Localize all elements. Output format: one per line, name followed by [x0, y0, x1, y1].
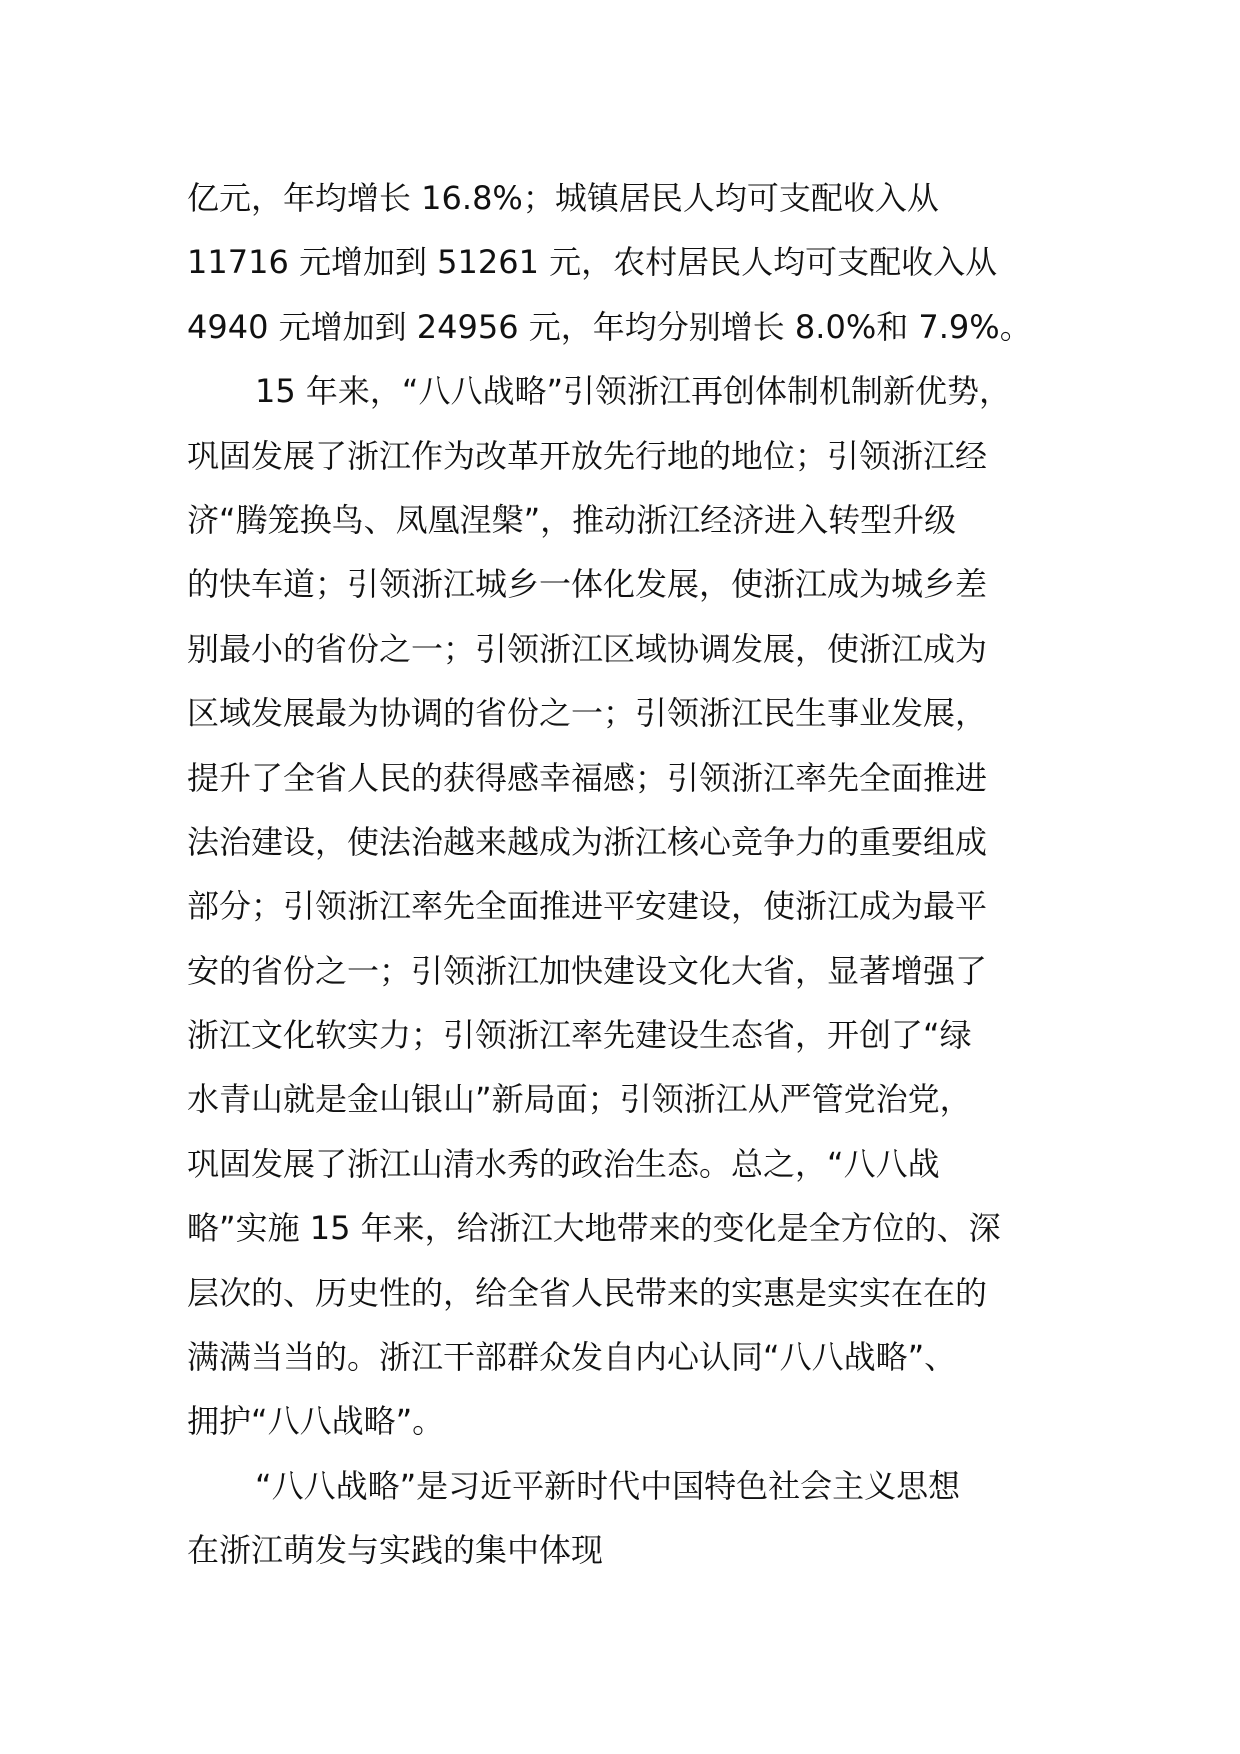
text-line: 拥护“八八战略”。 — [187, 1402, 445, 1441]
text-line: 济“腾笼换鸟、凤凰涅槃”，推动浙江经济进入转型升级 — [187, 500, 957, 539]
text-line: 层次的、历史性的，给全省人民带来的实惠是实实在在的 — [187, 1273, 988, 1312]
text-line: 巩固发展了浙江作为改革开放先行地的地位；引领浙江经 — [187, 436, 988, 475]
text-line: 满满当当的。浙江干部群众发自内心认同“八八战略”、 — [187, 1338, 957, 1377]
text-line: 略”实施 15 年来，给浙江大地带来的变化是全方位的、深 — [187, 1209, 1001, 1248]
text-line: 部分；引领浙江率先全面推进平安建设，使浙江成为最平 — [187, 887, 988, 926]
text-line: 15 年来，“八八战略”引领浙江再创体制机制新优势， — [255, 372, 1012, 411]
text-line: 水青山就是金山银山”新局面；引领浙江从严管党治党， — [187, 1080, 972, 1119]
text-line: 巩固发展了浙江山清水秀的政治生态。总之，“八八战 — [187, 1144, 940, 1183]
text-line: 的快车道；引领浙江城乡一体化发展，使浙江成为城乡差 — [187, 565, 988, 604]
text-line: 安的省份之一；引领浙江加快建设文化大省，显著增强了 — [187, 951, 988, 990]
text-line: 在浙江萌发与实践的集中体现 — [187, 1531, 604, 1570]
text-line: 别最小的省份之一；引领浙江区域协调发展，使浙江成为 — [187, 629, 988, 668]
text-line: 浙江文化软实力；引领浙江率先建设生态省，开创了“绿 — [187, 1016, 972, 1055]
paragraph-income-growth — [187, 166, 1067, 359]
text-line: 区域发展最为协调的省份之一；引领浙江民生事业发展， — [187, 694, 988, 733]
text-line: 法治建设，使法治越来越成为浙江核心竞争力的重要组成 — [187, 822, 988, 861]
text-line: “八八战略”是习近平新时代中国特色社会主义思想 — [255, 1466, 961, 1505]
text-line: 亿元，年均增长 16.8%；城镇居民人均可支配收入从 — [187, 179, 939, 217]
text-line: 11716 元增加到 51261 元，农村居民人均可支配收入从 — [187, 243, 998, 282]
text-line: 4940 元增加到 24956 元，年均分别增长 8.0%和 7.9%。 — [187, 307, 1032, 346]
paragraph-eight-eight-strategy — [187, 1454, 1067, 1583]
text-line: 提升了全省人民的获得感幸福感；引领浙江率先全面推进 — [187, 758, 988, 797]
paragraph-fifteen-years — [187, 359, 1067, 1454]
document-page — [187, 166, 1067, 1583]
